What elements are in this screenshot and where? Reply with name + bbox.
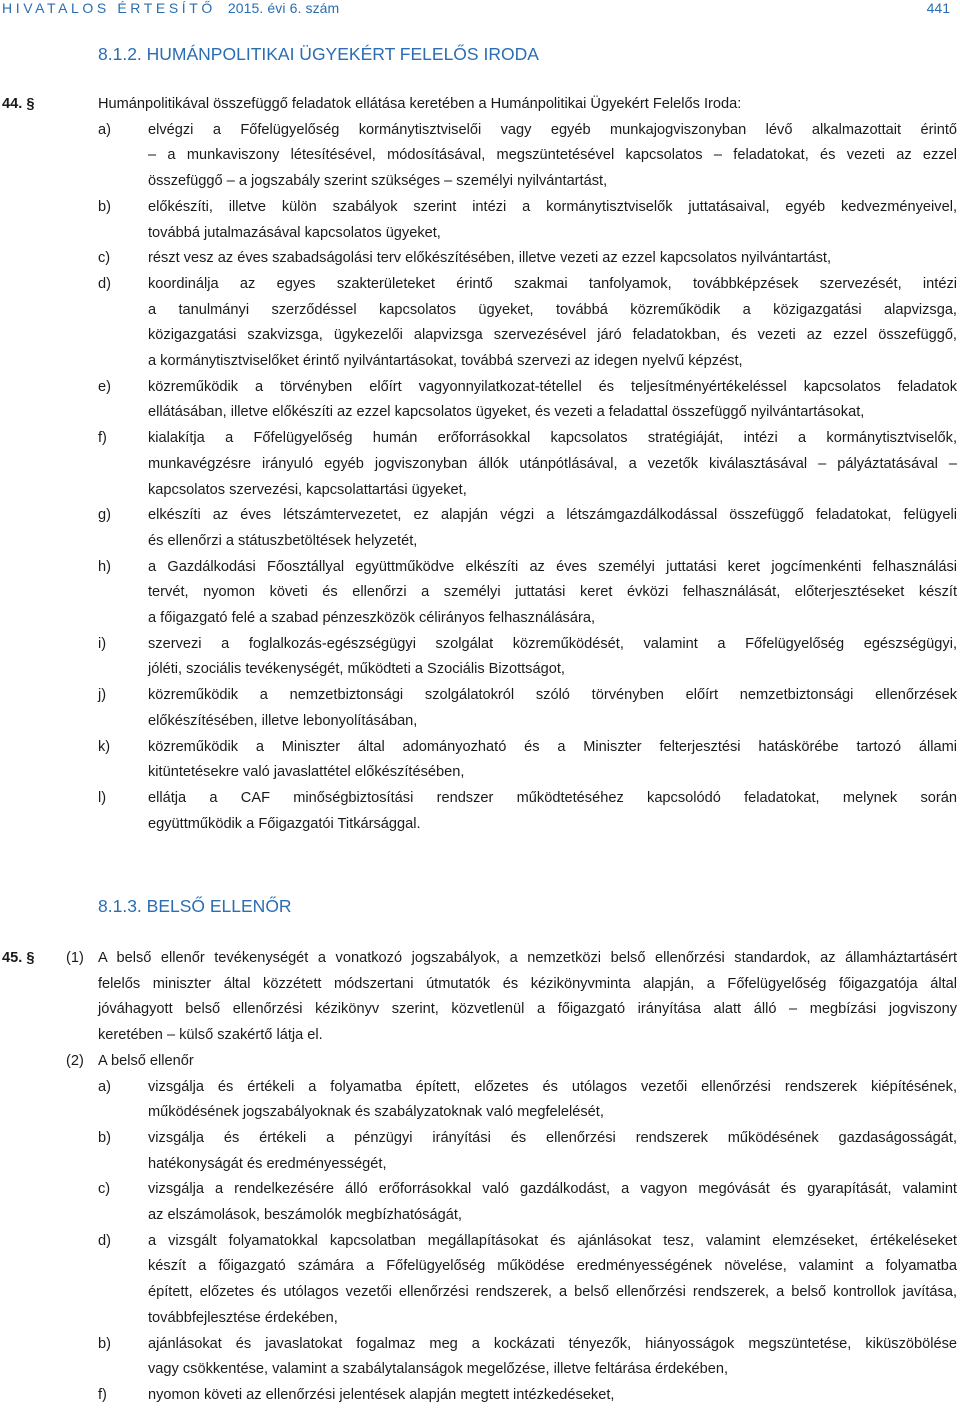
page-header [0, 0, 960, 22]
list-item-line: a tanulmányi szerződéssel kapcsolatos ügyeket, továbbá közreműködik a közigazgatási alapvizsga, [148, 301, 957, 318]
list-item-line: előkészíti, illetve külön szabályok szerint intézi a kormánytisztviselők juttatásaival, egyéb kedvezményeivel, [148, 198, 957, 215]
subsection-line: A belső ellenőr tevékenységét a vonatkozó jogszabályok, a nemzetközi belső ellenőrzési standardok, az államháztartásért [98, 950, 957, 966]
issue-label: 2015. évi 6. szám [227, 0, 340, 16]
list-item-line: vagy csökkentése, valamint a szabálytalanságok megelőzése, illetve feltárása érdekében, [148, 1361, 729, 1378]
list-item-line: jóléti, szociális tevékenységét, működteti a Szociális Bizottságot, [148, 661, 565, 678]
page-number: 441 [926, 0, 950, 16]
list-item-line: hatékonyságát és eredményességét, [148, 1155, 387, 1172]
list-item-line: koordinálja az egyes szakterületeket érintő szakmai tanfolyamok, továbbképzések szervezését, intézi [148, 275, 957, 292]
list-item-label: i) [98, 635, 107, 652]
paragraph-label: 45. § [2, 950, 35, 966]
list-item-label: k) [98, 738, 111, 755]
list-item-line: munkavégzésre irányuló egyéb jogviszonyban állók utánpótlásával, a vezetők kiválasztásával – pályáztatásával – [148, 455, 957, 472]
list-item-line: a vizsgált folyamatokkal kapcsolatban megállapításokat és ajánlásokat tesz, valamint elemzéseket, értékeléseket [148, 1232, 957, 1249]
list-item-line: közigazgatási szakvizsga, ügykezelői alapvizsga szervezésével járó feladatokban, és vezeti az ezzel összefüggő, [148, 327, 957, 344]
list-item-line: a Gazdálkodási Főosztállyal együttműködve elkészíti az éves személyi juttatási keret jogcímenkénti felhasználási [148, 558, 957, 575]
list-item-label: h) [98, 558, 111, 575]
list-item-label: b) [98, 198, 111, 215]
list-item-line: továbbfejlesztése érdekében, [148, 1309, 338, 1326]
list-item-label: d) [98, 1232, 111, 1249]
list-item-line: részt vesz az éves szabadságolási terv előkészítésében, illetve vezeti az ezzel kapcsolatos nyilvántartást, [148, 250, 831, 267]
list-item-line: kitüntetésekre való javaslattétel előkészítésében, [148, 764, 465, 781]
list-item-label: d) [98, 275, 111, 292]
list-item-line: a kormánytisztviselőket érintő nyilvántartásokat, továbbá szervezi az idegen nyelvű képzést, [148, 353, 743, 369]
subsection-line: felelős miniszter által közzétett módszertani útmutatók és kézikönyvminta alapján, a Főfelügyelőség főigazgatója által [98, 975, 957, 992]
list-item-line: elvégzi a Főfelügyelőség kormánytisztviselői vagy egyéb munkajogviszonyban lévő alkalmazottait érintő [148, 121, 957, 138]
list-item-line: továbbá jutalmazásával kapcsolatos ügyeket, [148, 224, 441, 241]
journal-masthead [2, 0, 339, 16]
section-title: 8.1.3. BELSŐ ELLENŐR [98, 896, 292, 916]
list-item-line: előkészítésében, illetve lebonyolításában, [148, 712, 418, 729]
subsection-label: (2) [66, 1052, 84, 1069]
list-item-label: b) [98, 1335, 111, 1352]
list-item-label: j) [98, 687, 107, 704]
list-item-label: f) [98, 430, 107, 447]
list-item-label: g) [98, 507, 111, 524]
list-item-line: kialakítja a Főfelügyelőség humán erőforrásokkal kapcsolatos stratégiáját, intézi a kormánytisztviselők, [148, 430, 957, 447]
paragraph-label: 44. § [2, 96, 35, 112]
list-item-label: e) [98, 378, 111, 395]
list-item-line: szervezi a foglalkozás-egészségügyi szolgálat közreműködését, valamint a Főfelügyelőség egészségügyi, [148, 635, 957, 652]
journal-title: HIVATALOS ÉRTESÍTŐ [2, 0, 216, 16]
list-item-line: és ellenőrzi a státuszbetöltések helyzetét, [148, 532, 418, 549]
subsection-label: (1) [66, 950, 84, 966]
list-item-line: készít a főigazgató számára a Főfelügyelőség működése eredményességének növelése, valamint a folyamatba [148, 1258, 957, 1275]
list-item-line: – a munkaviszony létesítésével, módosításával, megszüntetésével kapcsolatos – feladatokat, és vezeti az ezzel [148, 147, 957, 164]
list-item-label: l) [98, 789, 107, 806]
list-item-line: ajánlásokat és javaslatokat fogalmaz meg a kockázati tényezők, hiányosságok megszüntetése, kiküszöbölése [148, 1335, 957, 1352]
list-item-line: közreműködik a nemzetbiztonsági szolgálatokról szóló törvényben előírt nemzetbiztonsági ellenőrzések [148, 687, 957, 704]
list-item-line: működésének jogszabályoknak és szabályzatoknak való megfelelését, [148, 1104, 604, 1121]
paragraph-intro: Humánpolitikával összefüggő feladatok ellátása keretében a Humánpolitikai Ügyekért Felelős Iroda: [98, 96, 742, 112]
list-item-line: közreműködik a törvényben előírt vagyonnyilatkozat-tétellel és teljesítményértékeléssel kapcsolatos feladatok [148, 378, 957, 395]
list-item-line: kapcsolatos szervezési, kapcsolattartási ügyeket, [148, 481, 467, 498]
list-item-line: elkészíti az éves létszámtervezetet, ez alapján végzi a létszámgazdálkodással összefüggő feladatokat, felügyeli [148, 507, 957, 524]
list-item-line: nyomon követi az ellenőrzési jelentések alapján megtett intézkedéseket, [148, 1386, 615, 1403]
list-item-line: az elszámolások, beszámolók megbízhatóságát, [148, 1207, 462, 1223]
list-item-line: ellátja a CAF minőségbiztosítási rendszer működtetéséhez kapcsolódó feladatokat, melynek során [148, 789, 957, 806]
list-item-line: épített, előzetes és utólagos vezetői ellenőrzési rendszerek, a belső ellenőrzési rendszerek, a belső kontrollok javítása, [148, 1284, 957, 1301]
list-item-label: a) [98, 121, 111, 138]
list-item-line: a főigazgató felé a szabad pénzeszközök célirányos felhasználására, [148, 610, 596, 626]
list-item-label: a) [98, 1078, 111, 1095]
list-item-line: vizsgálja és értékeli a folyamatba épített, előzetes és utólagos vezetői ellenőrzési rendszerek kiépítésének, [148, 1078, 957, 1095]
list-item-line: együttműködik a Főigazgatói Titkársággal. [148, 815, 421, 832]
list-item-label: f) [98, 1386, 107, 1403]
list-item-line: tervét, nyomon követi és ellenőrzi a személyi juttatási keret évközi felhasználását, előterjesztéseket készít [148, 584, 957, 601]
list-item-line: ellátásában, illetve előkészíti az ezzel kapcsolatos ügyeket, és vezeti a feladattal összefüggő nyilvántartásokat, [148, 404, 865, 421]
subsection-line: keretében – külső szakértő látja el. [98, 1027, 323, 1044]
list-item-line: összefüggő – a jogszabály szerint szükséges – személyi nyilvántartást, [148, 173, 608, 190]
list-item-label: c) [98, 1181, 111, 1198]
list-item-line: vizsgálja a rendelkezésére álló erőforrásokkal való gazdálkodást, a vagyon megóvását és gyarapítását, valamint [148, 1181, 957, 1198]
list-item-label: b) [98, 1129, 111, 1146]
list-item-line: vizsgálja és értékeli a pénzügyi irányítási és ellenőrzési rendszerek működésének gazdaságosságát, [148, 1129, 957, 1146]
subsection-intro: A belső ellenőr [98, 1052, 194, 1069]
section-title: 8.1.2. HUMÁNPOLITIKAI ÜGYEKÉRT FELELŐS IRODA [98, 44, 539, 64]
list-item-label: c) [98, 250, 111, 267]
list-item-line: közreműködik a Miniszter által adományozható és a Miniszter felterjesztési hatáskörébe tartozó állami [148, 738, 957, 755]
subsection-line: jóváhagyott belső ellenőrzési kézikönyv szerint, közvetlenül a főigazgató irányítása alatt álló – megbízási jogviszony [98, 1001, 957, 1018]
